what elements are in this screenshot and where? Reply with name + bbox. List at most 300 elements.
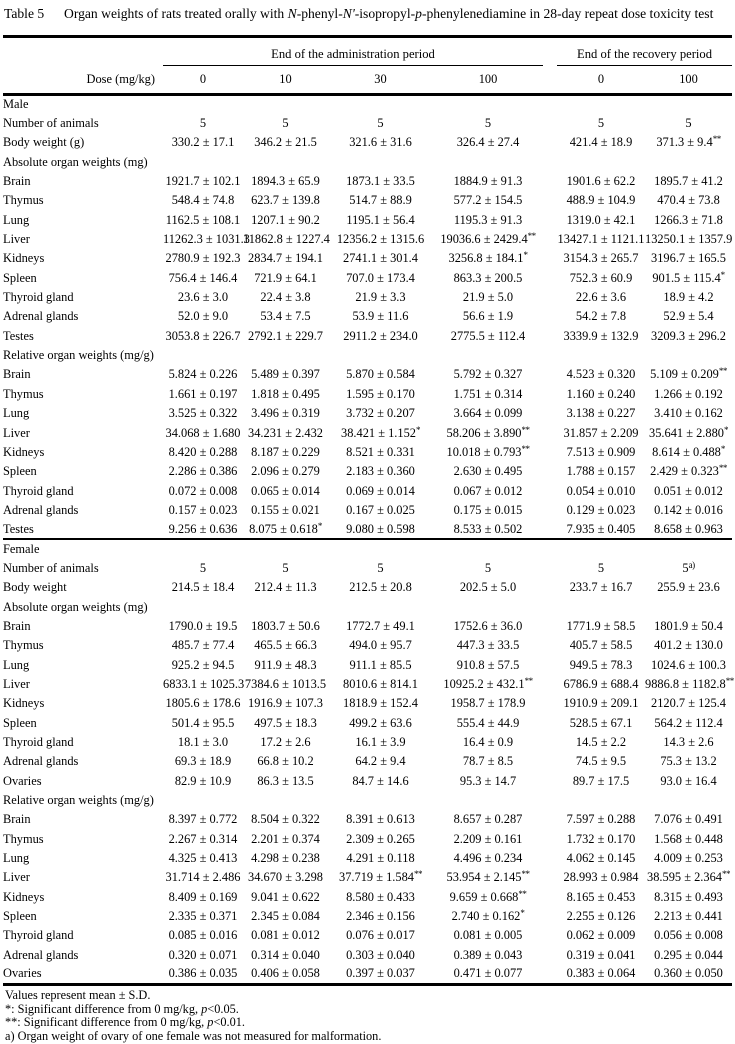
spacer-cell [543, 66, 557, 95]
significance-marker: ** [521, 443, 530, 454]
value-cell: 8.075 ± 0.618* [249, 520, 322, 536]
row-label: Liver [3, 676, 30, 691]
table-row [3, 288, 732, 307]
value-cell: 52.9 ± 5.4 [663, 309, 714, 324]
value-cell: 0.167 ± 0.025 [346, 502, 415, 517]
value-cell: 5 [282, 116, 289, 131]
table-row [3, 520, 732, 539]
value-cell [163, 791, 243, 810]
row-label: Thymus [3, 638, 44, 653]
spacer-cell [543, 733, 557, 752]
value-cell: 3053.8 ± 226.7 [165, 328, 241, 343]
value-cell: 901.5 ± 115.4* [652, 269, 725, 285]
value-cell: 4.291 ± 0.118 [346, 851, 415, 866]
value-cell: 74.5 ± 9.5 [575, 754, 627, 769]
row-label: Liver [3, 232, 30, 247]
value-cell: 7.513 ± 0.909 [566, 444, 636, 459]
value-cell: 8.187 ± 0.229 [251, 444, 320, 459]
value-cell: 1895.7 ± 41.2 [654, 174, 723, 189]
value-cell: 34.670 ± 3.298 [248, 870, 323, 885]
value-cell: 5$^{a)}$ [682, 559, 695, 575]
footnote: **: Significant difference from 0 mg/kg, p<0.01. [5, 1015, 245, 1030]
value-cell: 1901.6 ± 62.2 [566, 174, 636, 189]
value-cell: 8.658 ± 0.963 [654, 521, 723, 536]
value-cell: 721.9 ± 64.1 [254, 270, 317, 285]
value-cell: 1884.9 ± 91.3 [453, 174, 523, 189]
value-cell: 9.080 ± 0.598 [346, 521, 415, 536]
row-label: Lung [3, 657, 30, 672]
table-row [3, 443, 732, 462]
value-cell: 89.7 ± 17.5 [572, 773, 630, 788]
value-cell: 0.471 ± 0.077 [453, 966, 523, 981]
row-label: Kidneys [3, 696, 45, 711]
value-cell: 1.595 ± 0.170 [346, 386, 415, 401]
value-cell: 0.360 ± 0.050 [654, 966, 723, 981]
table-row [3, 617, 732, 636]
row-label: Number of animals [3, 116, 99, 131]
value-cell: 2780.9 ± 192.3 [165, 251, 241, 266]
value-cell: 5.824 ± 0.226 [168, 367, 238, 382]
row-label: Spleen [3, 909, 37, 924]
value-cell: 18.9 ± 4.2 [663, 290, 714, 305]
value-cell: 3154.3 ± 265.7 [563, 251, 639, 266]
value-cell: 78.7 ± 8.5 [462, 754, 514, 769]
spacer-cell [543, 694, 557, 713]
table-row [3, 830, 732, 849]
value-cell: 499.2 ± 63.6 [349, 715, 412, 730]
row-label: Thymus [3, 831, 44, 846]
table-row [3, 327, 732, 346]
value-cell: 3209.3 ± 296.2 [651, 328, 726, 343]
value-cell: 21.9 ± 3.3 [355, 290, 406, 305]
row-label: Adrenal glands [3, 754, 79, 769]
value-cell: 1.568 ± 0.448 [654, 831, 723, 846]
row-label: Adrenal glands [3, 309, 79, 324]
value-cell [645, 153, 732, 172]
table-row [3, 385, 732, 404]
row-label: Lung [3, 406, 30, 421]
value-cell: 1921.7 ± 102.1 [165, 174, 241, 189]
value-cell: 0.389 ± 0.043 [453, 947, 523, 962]
value-cell: 53.9 ± 11.6 [352, 309, 409, 324]
value-cell [163, 153, 243, 172]
value-cell: 2834.7 ± 194.1 [248, 251, 323, 266]
value-cell: 18.1 ± 3.0 [177, 735, 229, 750]
value-cell: 8.420 ± 0.288 [168, 444, 238, 459]
value-cell: 0.069 ± 0.014 [346, 483, 415, 498]
spacer-cell [543, 810, 557, 829]
table-row [3, 694, 732, 713]
value-cell: 0.406 ± 0.058 [251, 966, 320, 981]
value-cell: 17.2 ± 2.6 [260, 735, 311, 750]
table-row [3, 655, 732, 674]
value-cell: 3.138 ± 0.227 [566, 406, 636, 421]
value-cell: 0.081 ± 0.005 [453, 928, 523, 943]
value-cell [243, 597, 328, 616]
section-header-row [3, 95, 732, 114]
value-cell [163, 597, 243, 616]
value-cell: 4.325 ± 0.413 [168, 851, 238, 866]
spacer-cell [543, 946, 557, 965]
value-cell: 5 [484, 560, 492, 575]
value-cell: 5 [282, 560, 289, 575]
value-cell [433, 791, 543, 810]
spacer-cell [543, 965, 557, 984]
value-cell: 16.1 ± 3.9 [355, 735, 406, 750]
value-cell [243, 153, 328, 172]
value-cell: 8.504 ± 0.322 [251, 812, 320, 827]
value-cell: 0.397 ± 0.037 [346, 966, 415, 981]
table-row [3, 249, 732, 268]
value-cell: 14.5 ± 2.2 [575, 735, 627, 750]
dose-recovery-0: 0 [557, 66, 645, 95]
value-cell: 911.1 ± 85.5 [349, 657, 412, 672]
value-cell: 1801.9 ± 50.4 [654, 618, 723, 633]
table-row [3, 114, 732, 133]
footnote: Values represent mean ± S.D. [5, 987, 151, 1002]
value-cell: 84.7 ± 14.6 [352, 773, 409, 788]
value-cell: 501.4 ± 95.5 [171, 715, 235, 730]
table-title [4, 5, 732, 22]
row-label: Absolute organ weights (mg) [3, 154, 148, 169]
spacer-cell [543, 752, 557, 771]
row-label: Brain [3, 618, 31, 633]
value-cell: 14.3 ± 2.6 [663, 735, 714, 750]
value-cell [243, 791, 328, 810]
significance-marker: a) [688, 559, 695, 570]
value-cell: 528.5 ± 67.1 [569, 715, 633, 730]
value-cell: 58.206 ± 3.890** [446, 424, 530, 440]
value-cell: 7.597 ± 0.288 [566, 812, 636, 827]
spacer-cell [543, 597, 557, 616]
value-cell: 2911.2 ± 234.0 [343, 328, 418, 343]
table-row [3, 772, 732, 791]
value-cell [557, 597, 645, 616]
value-cell: 488.9 ± 104.9 [566, 193, 636, 208]
significance-marker: ** [413, 869, 422, 880]
value-cell: 9.659 ± 0.668** [449, 888, 527, 904]
value-cell: 10925.2 ± 432.1** [443, 675, 533, 691]
dose-label: Dose (mg/kg) [3, 66, 163, 95]
spacer-cell [543, 230, 557, 249]
dose-row [3, 66, 732, 95]
value-cell: 214.5 ± 18.4 [171, 580, 235, 595]
value-cell [433, 597, 543, 616]
significance-marker: ** [524, 675, 533, 686]
significance-marker: ** [712, 134, 721, 145]
spacer-cell [543, 307, 557, 326]
value-cell: 0.303 ± 0.040 [346, 947, 415, 962]
row-label: Ovaries [3, 773, 42, 788]
value-cell: 16.4 ± 0.9 [462, 735, 514, 750]
significance-marker: * [523, 250, 528, 261]
value-cell: 2792.1 ± 229.7 [248, 328, 323, 343]
value-cell [645, 791, 732, 810]
value-cell: 4.496 ± 0.234 [453, 851, 523, 866]
value-cell: 485.7 ± 77.4 [171, 638, 235, 653]
dose-admin-100: 100 [433, 66, 543, 95]
value-cell: 31.857 ± 2.209 [563, 425, 639, 440]
footnotes [5, 989, 732, 1044]
value-cell: 0.157 ± 0.023 [168, 502, 238, 517]
value-cell: 321.6 ± 31.6 [349, 135, 412, 150]
value-cell: 9.256 ± 0.636 [168, 521, 238, 536]
spacer-cell [543, 888, 557, 907]
value-cell [328, 153, 433, 172]
value-cell: 3.664 ± 0.099 [453, 406, 523, 421]
value-cell: 2741.1 ± 301.4 [343, 251, 418, 266]
value-cell: 0.076 ± 0.017 [346, 928, 415, 943]
row-label: Thymus [3, 193, 44, 208]
value-cell: 10.018 ± 0.793** [446, 443, 530, 459]
row-label: Absolute organ weights (mg) [3, 599, 148, 614]
row-label: Ovaries [3, 966, 42, 981]
value-cell: 1910.9 ± 209.1 [563, 696, 639, 711]
group-header-row [3, 37, 732, 66]
table-row [3, 404, 732, 423]
section-header-row [3, 539, 732, 558]
value-cell: 1266.3 ± 71.8 [654, 212, 723, 227]
row-label: Lung [3, 212, 30, 227]
table-body [3, 95, 732, 985]
value-cell: 465.5 ± 66.3 [254, 638, 317, 653]
value-cell: 0.129 ± 0.023 [566, 502, 636, 517]
row-label: Liver [3, 870, 30, 885]
value-cell: 21.9 ± 5.0 [462, 290, 514, 305]
significance-marker: ** [527, 231, 536, 242]
row-label: Spleen [3, 270, 37, 285]
value-cell: 7384.6 ± 1013.5 [244, 676, 327, 691]
admin-period-header: End of the administration period [163, 37, 543, 66]
table-row [3, 733, 732, 752]
value-cell: 401.2 ± 130.0 [654, 638, 723, 653]
value-cell: 3196.7 ± 165.5 [651, 251, 726, 266]
value-cell: 8.657 ± 0.287 [453, 812, 523, 827]
spacer-cell [543, 288, 557, 307]
spacer-cell [543, 772, 557, 791]
value-cell: 4.062 ± 0.145 [566, 851, 636, 866]
value-cell: 11862.8 ± 1227.4 [243, 232, 330, 247]
spacer-cell [543, 655, 557, 674]
value-cell: 5 [597, 560, 605, 575]
spacer-cell [543, 423, 557, 442]
value-cell: 0.056 ± 0.008 [654, 928, 723, 943]
table-row [3, 946, 732, 965]
value-cell: 8.580 ± 0.433 [346, 889, 415, 904]
value-cell: 53.954 ± 2.145** [446, 869, 530, 885]
table-row [3, 481, 732, 500]
row-label: Kidneys [3, 251, 45, 266]
value-cell: 255.9 ± 23.6 [657, 580, 720, 595]
table-row [3, 191, 732, 210]
table-row [3, 752, 732, 771]
row-label: Testes [3, 521, 34, 536]
value-cell: 35.641 ± 2.880* [649, 424, 728, 440]
value-cell: 0.320 ± 0.071 [168, 947, 238, 962]
spacer-cell [543, 868, 557, 887]
value-cell: 4.009 ± 0.253 [654, 851, 723, 866]
value-cell: 233.7 ± 16.7 [569, 580, 633, 595]
value-cell [328, 597, 433, 616]
value-cell: 2.096 ± 0.279 [251, 464, 320, 479]
value-cell: 64.2 ± 9.4 [355, 754, 406, 769]
dose-recovery-100: 100 [645, 66, 732, 95]
row-label: Thyroid gland [3, 483, 74, 498]
value-cell: 6786.9 ± 688.4 [563, 676, 639, 691]
spacer-cell [543, 249, 557, 268]
value-cell: 1805.6 ± 178.6 [165, 696, 241, 711]
table-number: Table 5 [4, 6, 45, 21]
table-row [3, 849, 732, 868]
table-row [3, 230, 732, 249]
value-cell: 623.7 ± 139.8 [251, 193, 320, 208]
value-cell: 9.041 ± 0.622 [251, 889, 320, 904]
value-cell: 346.2 ± 21.5 [254, 135, 317, 150]
value-cell: 1958.7 ± 178.9 [450, 696, 526, 711]
value-cell: 8.533 ± 0.502 [453, 521, 523, 536]
value-cell: 5.870 ± 0.584 [346, 367, 415, 382]
spacer-cell [543, 211, 557, 230]
significance-marker: ** [721, 869, 730, 880]
value-cell: 31.714 ± 2.486 [165, 870, 241, 885]
value-cell: 0.081 ± 0.012 [251, 928, 320, 943]
value-cell [163, 346, 243, 365]
value-cell: 1873.1 ± 33.5 [346, 174, 415, 189]
value-cell: 93.0 ± 16.4 [660, 773, 717, 788]
value-cell: 2.345 ± 0.084 [251, 909, 320, 924]
spacer-cell [543, 791, 557, 810]
value-cell: 28.993 ± 0.984 [563, 870, 639, 885]
value-cell: 494.0 ± 95.7 [349, 638, 412, 653]
value-cell: 863.3 ± 200.5 [453, 270, 523, 285]
table-row [3, 597, 732, 616]
value-cell: 1818.9 ± 152.4 [343, 696, 418, 711]
table-row [3, 346, 732, 365]
dose-admin-30: 30 [328, 66, 433, 95]
value-cell: 1916.9 ± 107.3 [248, 696, 323, 711]
value-cell: 1.788 ± 0.157 [566, 464, 636, 479]
spacer-cell [543, 346, 557, 365]
spacer-cell [543, 133, 557, 152]
value-cell: 5.489 ± 0.397 [251, 367, 320, 382]
row-label: Thymus [3, 386, 44, 401]
spacer-cell [543, 578, 557, 597]
value-cell: 3.410 ± 0.162 [654, 406, 723, 421]
value-cell: 0.051 ± 0.012 [654, 483, 723, 498]
value-cell: 1195.3 ± 91.3 [453, 212, 523, 227]
value-cell: 2.209 ± 0.161 [453, 831, 523, 846]
value-cell: 54.2 ± 7.8 [575, 309, 627, 324]
table-row [3, 365, 732, 384]
spacer-cell [543, 714, 557, 733]
row-label: Testes [3, 328, 34, 343]
value-cell: 0.072 ± 0.008 [168, 483, 238, 498]
value-cell: 38.421 ± 1.152* [341, 424, 420, 440]
value-cell [557, 153, 645, 172]
table-row [3, 307, 732, 326]
value-cell: 0.067 ± 0.012 [453, 483, 523, 498]
row-label: Relative organ weights (mg/g) [3, 348, 154, 363]
value-cell: 371.3 ± 9.4** [656, 134, 721, 150]
row-label: Number of animals [3, 560, 99, 575]
value-cell: 7.935 ± 0.405 [566, 521, 636, 536]
significance-marker: ** [718, 463, 727, 474]
value-cell: 0.314 ± 0.040 [251, 947, 320, 962]
value-cell: 13427.1 ± 1121.1 [557, 232, 645, 247]
table-row [3, 926, 732, 945]
value-cell: 0.142 ± 0.016 [654, 502, 723, 517]
value-cell: 8.315 ± 0.493 [654, 889, 723, 904]
row-label: Liver [3, 425, 30, 440]
value-cell: 53.4 ± 7.5 [260, 309, 311, 324]
spacer-cell [543, 153, 557, 172]
value-cell: 75.3 ± 13.2 [660, 754, 717, 769]
spacer-cell [543, 907, 557, 926]
value-cell [433, 153, 543, 172]
significance-marker: * [415, 424, 420, 435]
significance-marker: ** [725, 675, 734, 686]
row-label: Thyroid gland [3, 290, 74, 305]
value-cell: 1.266 ± 0.192 [654, 386, 723, 401]
value-cell: 2.255 ± 0.126 [566, 909, 636, 924]
value-cell: 8.397 ± 0.772 [168, 812, 238, 827]
value-cell: 8.391 ± 0.613 [346, 812, 415, 827]
value-cell: 2.309 ± 0.265 [346, 831, 415, 846]
spacer-cell [543, 385, 557, 404]
significance-marker: * [520, 908, 525, 919]
section-label: Male [3, 97, 29, 112]
value-cell: 1.160 ± 0.240 [566, 386, 636, 401]
value-cell: 22.6 ± 3.6 [575, 290, 627, 305]
value-cell: 405.7 ± 58.5 [569, 638, 633, 653]
section-label: Female [3, 539, 732, 558]
value-cell: 2.213 ± 0.441 [654, 909, 723, 924]
table-row [3, 636, 732, 655]
value-cell: 2.429 ± 0.323** [650, 463, 727, 479]
value-cell: 52.0 ± 9.0 [177, 309, 229, 324]
value-cell: 1319.0 ± 42.1 [566, 212, 636, 227]
value-cell: 5 [685, 116, 692, 131]
value-cell: 949.5 ± 78.3 [569, 657, 633, 672]
value-cell: 0.054 ± 0.010 [566, 483, 636, 498]
value-cell: 911.9 ± 48.3 [254, 657, 317, 672]
value-cell: 37.719 ± 1.584** [339, 869, 422, 885]
value-cell: 910.8 ± 57.5 [456, 657, 520, 672]
value-cell: 752.3 ± 60.9 [569, 270, 633, 285]
value-cell: 1790.0 ± 19.5 [168, 618, 238, 633]
value-cell: 1772.7 ± 49.1 [346, 618, 415, 633]
value-cell: 13250.1 ± 1357.9 [645, 232, 733, 247]
value-cell: 5 [377, 116, 384, 131]
table-row [3, 559, 732, 578]
value-cell: 202.5 ± 5.0 [459, 580, 517, 595]
value-cell: 4.298 ± 0.238 [251, 851, 320, 866]
value-cell: 5.109 ± 0.209** [650, 366, 727, 382]
value-cell: 470.4 ± 73.8 [657, 193, 720, 208]
value-cell: 3.496 ± 0.319 [251, 406, 320, 421]
value-cell: 5 [199, 560, 207, 575]
value-cell: 212.5 ± 20.8 [349, 580, 412, 595]
value-cell: 95.3 ± 14.7 [459, 773, 517, 788]
row-label: Kidneys [3, 889, 45, 904]
spacer-cell [543, 617, 557, 636]
organ-weights-table [3, 35, 732, 986]
value-cell: 1207.1 ± 90.2 [251, 212, 320, 227]
value-cell: 12356.2 ± 1315.6 [336, 232, 425, 247]
table-row [3, 868, 732, 887]
spacer-cell [543, 114, 557, 133]
value-cell: 5 [377, 560, 384, 575]
